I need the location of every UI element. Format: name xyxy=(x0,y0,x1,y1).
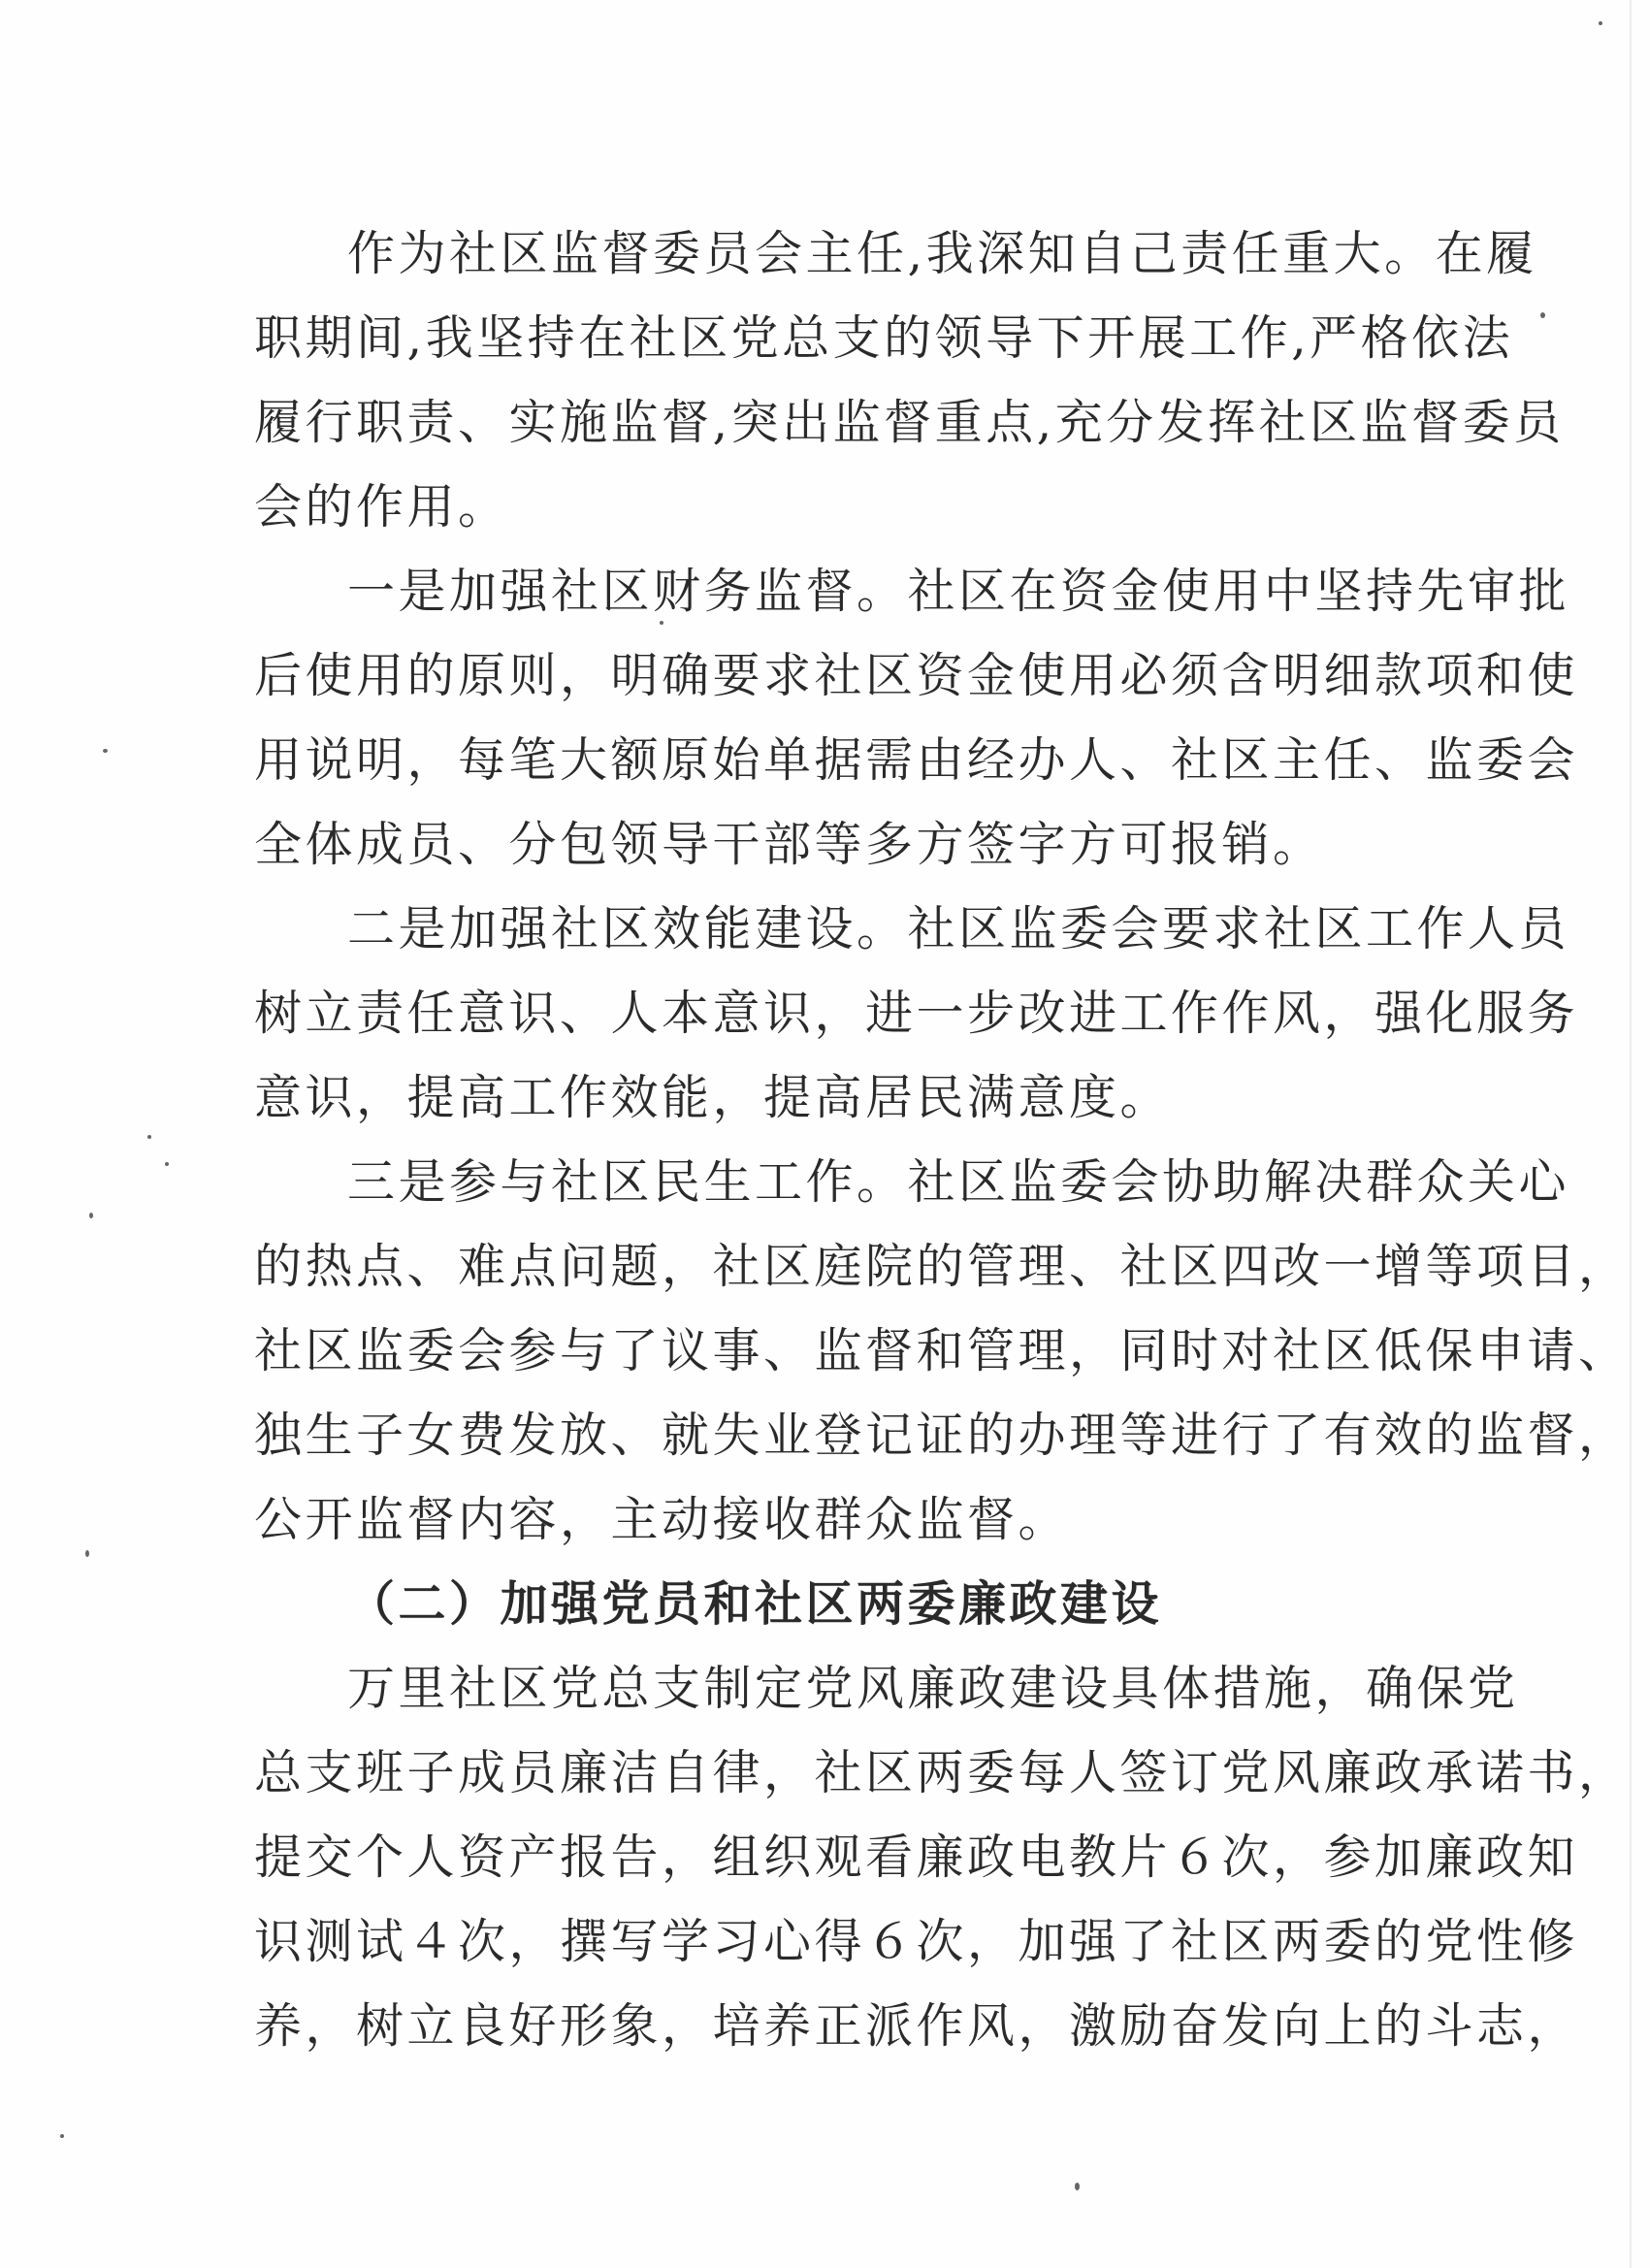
text-line: 养，树立良好形象，培养正派作风，激励奋发向上的斗志， xyxy=(254,1998,1579,2054)
text-line: 三是参与社区民生工作。社区监委会协助解决群众关心 xyxy=(347,1154,1570,1210)
heading-text: （二）加强党员和社区两委廉政建设 xyxy=(347,1575,1163,1632)
scan-speck xyxy=(165,1162,169,1166)
scan-edge-line xyxy=(1630,0,1632,2268)
text-line: 后使用的原则，明确要求社区资金使用必须含明细款项和使 xyxy=(254,648,1579,703)
text-line: 意识，提高工作效能，提高居民满意度。 xyxy=(254,1070,1172,1125)
text-line: 作为社区监督委员会主任,我深知自己责任重大。在履 xyxy=(347,226,1537,281)
paragraph-livelihood xyxy=(254,1140,1630,1562)
text-line: 独生子女费发放、就失业登记证的办理等进行了有效的监督， xyxy=(254,1408,1630,1463)
paragraph-integrity xyxy=(254,1646,1630,2068)
paragraph-finance-supervision xyxy=(254,549,1579,887)
text-line: 用说明，每笔大额原始单据需由经办人、社区主任、监委会 xyxy=(254,732,1579,788)
text-line: 万里社区党总支制定党风廉政建设具体措施，确保党 xyxy=(347,1661,1519,1716)
text-line: 提交个人资产报告，组织观看廉政电教片６次，参加廉政知 xyxy=(254,1830,1579,1885)
text-line: 全体成员、分包领导干部等多方签字方可报销。 xyxy=(254,817,1324,872)
scan-speck xyxy=(85,1550,89,1557)
scan-speck xyxy=(1540,312,1545,318)
text-line: 树立责任意识、人本意识，进一步改进工作作风，强化服务 xyxy=(254,986,1579,1041)
paragraph-intro xyxy=(254,211,1565,549)
section-heading xyxy=(254,1562,1399,1646)
scan-speck xyxy=(60,2134,64,2138)
scan-speck xyxy=(1599,21,1602,25)
scan-speck xyxy=(1075,2183,1080,2190)
document-body xyxy=(254,211,1630,2068)
scan-speck xyxy=(89,1213,93,1218)
paragraph-efficiency xyxy=(254,887,1579,1140)
text-line: 履行职责、实施监督,突出监督重点,充分发挥社区监督委员 xyxy=(254,395,1565,450)
text-line: 二是加强社区效能建设。社区监委会要求社区工作人员 xyxy=(347,901,1570,956)
text-line: 识测试４次，撰写学习心得６次，加强了社区两委的党性修 xyxy=(254,1914,1579,1969)
text-line: 总支班子成员廉洁自律，社区两委每人签订党风廉政承诺书， xyxy=(254,1745,1630,1800)
text-line: 公开监督内容，主动接收群众监督。 xyxy=(254,1492,1070,1547)
text-line: 的热点、难点问题，社区庭院的管理、社区四改一增等项目， xyxy=(254,1239,1630,1294)
text-line: 社区监委会参与了议事、监督和管理，同时对社区低保申请、 xyxy=(254,1323,1630,1378)
text-line: 一是加强社区财务监督。社区在资金使用中坚持先审批 xyxy=(347,564,1570,619)
text-line: 会的作用。 xyxy=(254,479,509,535)
text-line: 职期间,我坚持在社区党总支的领导下开展工作,严格依法 xyxy=(254,310,1514,366)
scan-speck xyxy=(103,749,108,753)
scan-speck xyxy=(147,1135,151,1139)
